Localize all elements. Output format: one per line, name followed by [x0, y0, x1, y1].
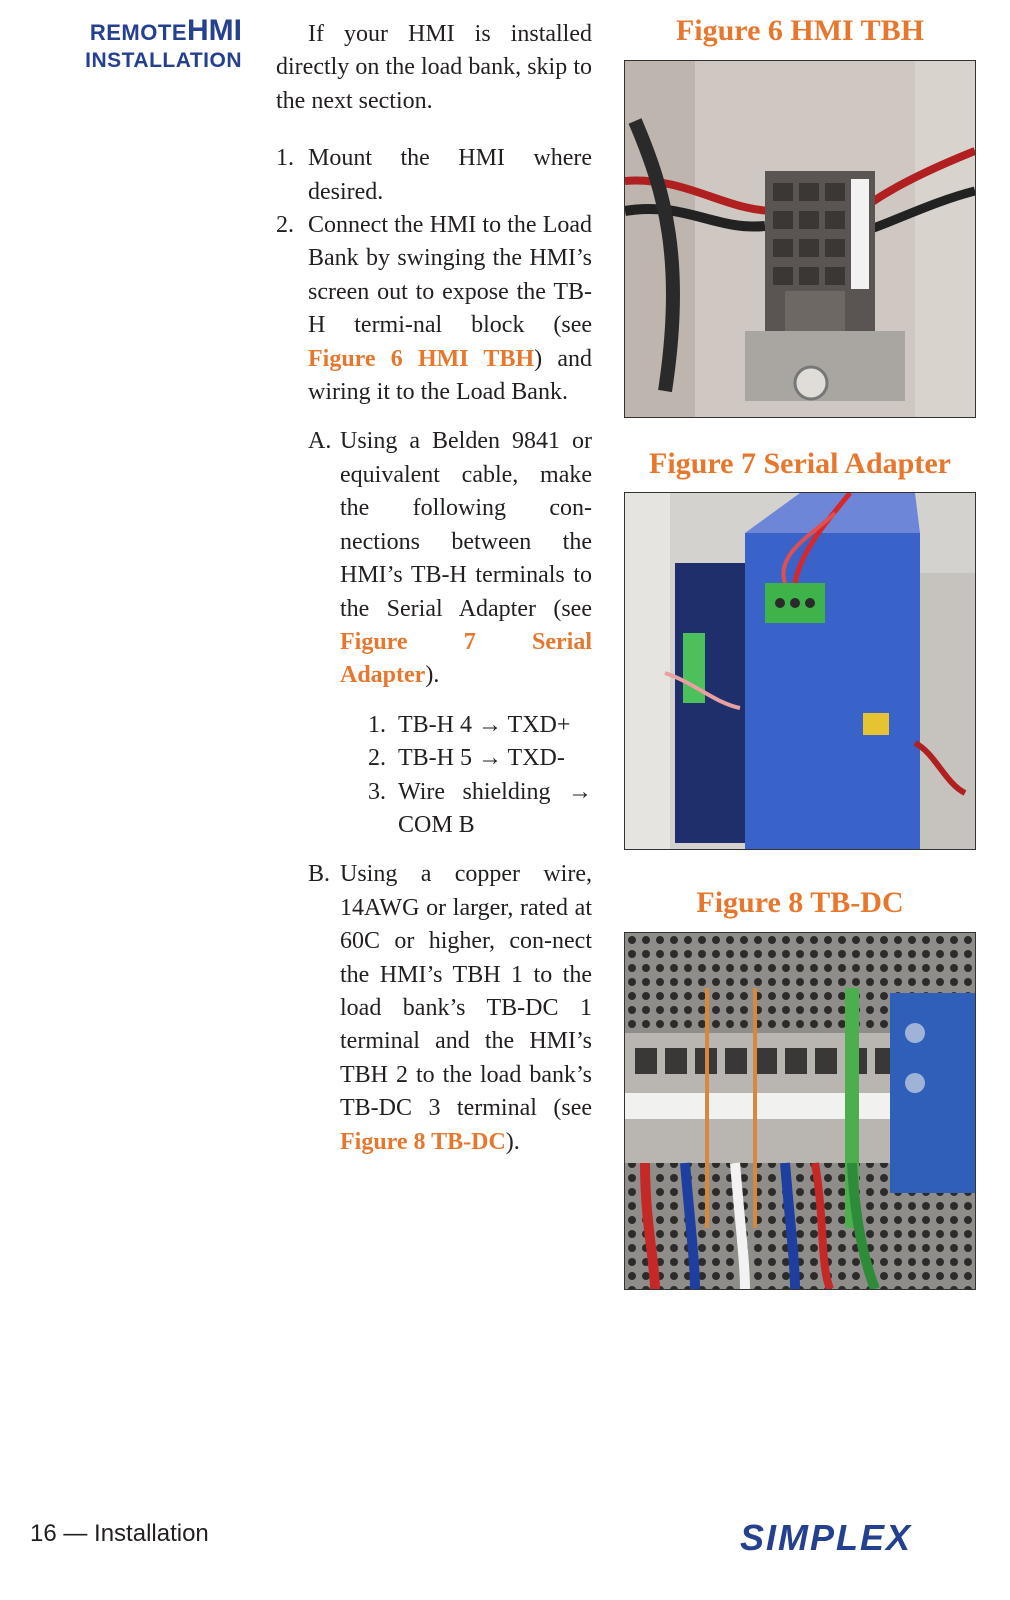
- substep-text-after: ).: [425, 662, 440, 689]
- figure-8-photo: [624, 932, 976, 1290]
- figure-7-title: Figure 7 Serial Adapter: [649, 447, 951, 480]
- instructions-column: [276, 18, 592, 1159]
- connection-item: [368, 742, 592, 775]
- substeps-list: [308, 425, 592, 1159]
- connection-item: [368, 776, 592, 843]
- heading-word-remote: REMOTE: [89, 20, 187, 45]
- substep-letter: B.: [308, 861, 331, 888]
- substep-text-after: ).: [505, 1128, 520, 1155]
- step-1: [276, 142, 592, 209]
- connection-number: 2.: [368, 745, 386, 772]
- step-number: 1.: [276, 145, 294, 172]
- connection-text: TB-H 4 → TXD+: [398, 711, 571, 738]
- logo-wordmark: SIMPLEX: [740, 1517, 913, 1558]
- figure-6-photo: [624, 60, 976, 418]
- substep-text-before: Using a Belden 9841 or equivalent cable, make the following con-nections between the HMI’s TB-H terminals to the Serial Adapter (see: [340, 428, 592, 622]
- figure-6-link[interactable]: Figure 6 HMI TBH: [308, 345, 535, 372]
- figure-7-link[interactable]: Figure 7 Serial Adapter: [340, 628, 592, 689]
- heading-word-hmi: HMI: [187, 14, 242, 47]
- step-text-before: Connect the HMI to the Load Bank by swinging the HMI’s screen out to expose the TB-H termi-nal block (see: [308, 212, 592, 339]
- substep-a: [308, 425, 592, 842]
- connections-list: [368, 709, 592, 843]
- connection-number: 3.: [368, 778, 386, 805]
- steps-list: [276, 142, 592, 409]
- figure-8-title: Figure 8 TB-DC: [696, 886, 904, 919]
- substep-text-before: Using a copper wire, 14AWG or larger, rated at 60C or higher, con-nect the HMI’s TBH 1 to the load bank’s TB-DC 1 terminal and the HMI’s TBH 2 to the load bank’s TB-DC 3 terminal (see: [340, 861, 592, 1122]
- step-text: Mount the HMI where desired.: [308, 145, 592, 205]
- step-2: [276, 209, 592, 409]
- figure-6-title: Figure 6 HMI TBH: [675, 14, 925, 47]
- connection-text: Wire shielding → COM B: [398, 778, 592, 838]
- intro-paragraph: If your HMI is installed directly on the load bank, skip to the next section.: [276, 21, 592, 114]
- simplex-logo: [740, 1516, 968, 1558]
- substep-b: [308, 858, 592, 1159]
- section-heading: [85, 14, 242, 73]
- figure-7-photo: [624, 492, 976, 850]
- step-number: 2.: [276, 212, 294, 239]
- heading-word-installation: INSTALLATION: [85, 48, 242, 72]
- connection-item: [368, 709, 592, 742]
- figure-8-link[interactable]: Figure 8 TB-DC: [340, 1128, 506, 1155]
- step-text-after: ) and wiring it to the Load Bank.: [308, 345, 592, 406]
- substep-letter: A.: [308, 428, 332, 455]
- page-footer-label: 16 — Installation: [30, 1520, 209, 1547]
- connection-number: 1.: [368, 711, 386, 738]
- connection-text: TB-H 5 → TXD-: [398, 745, 565, 772]
